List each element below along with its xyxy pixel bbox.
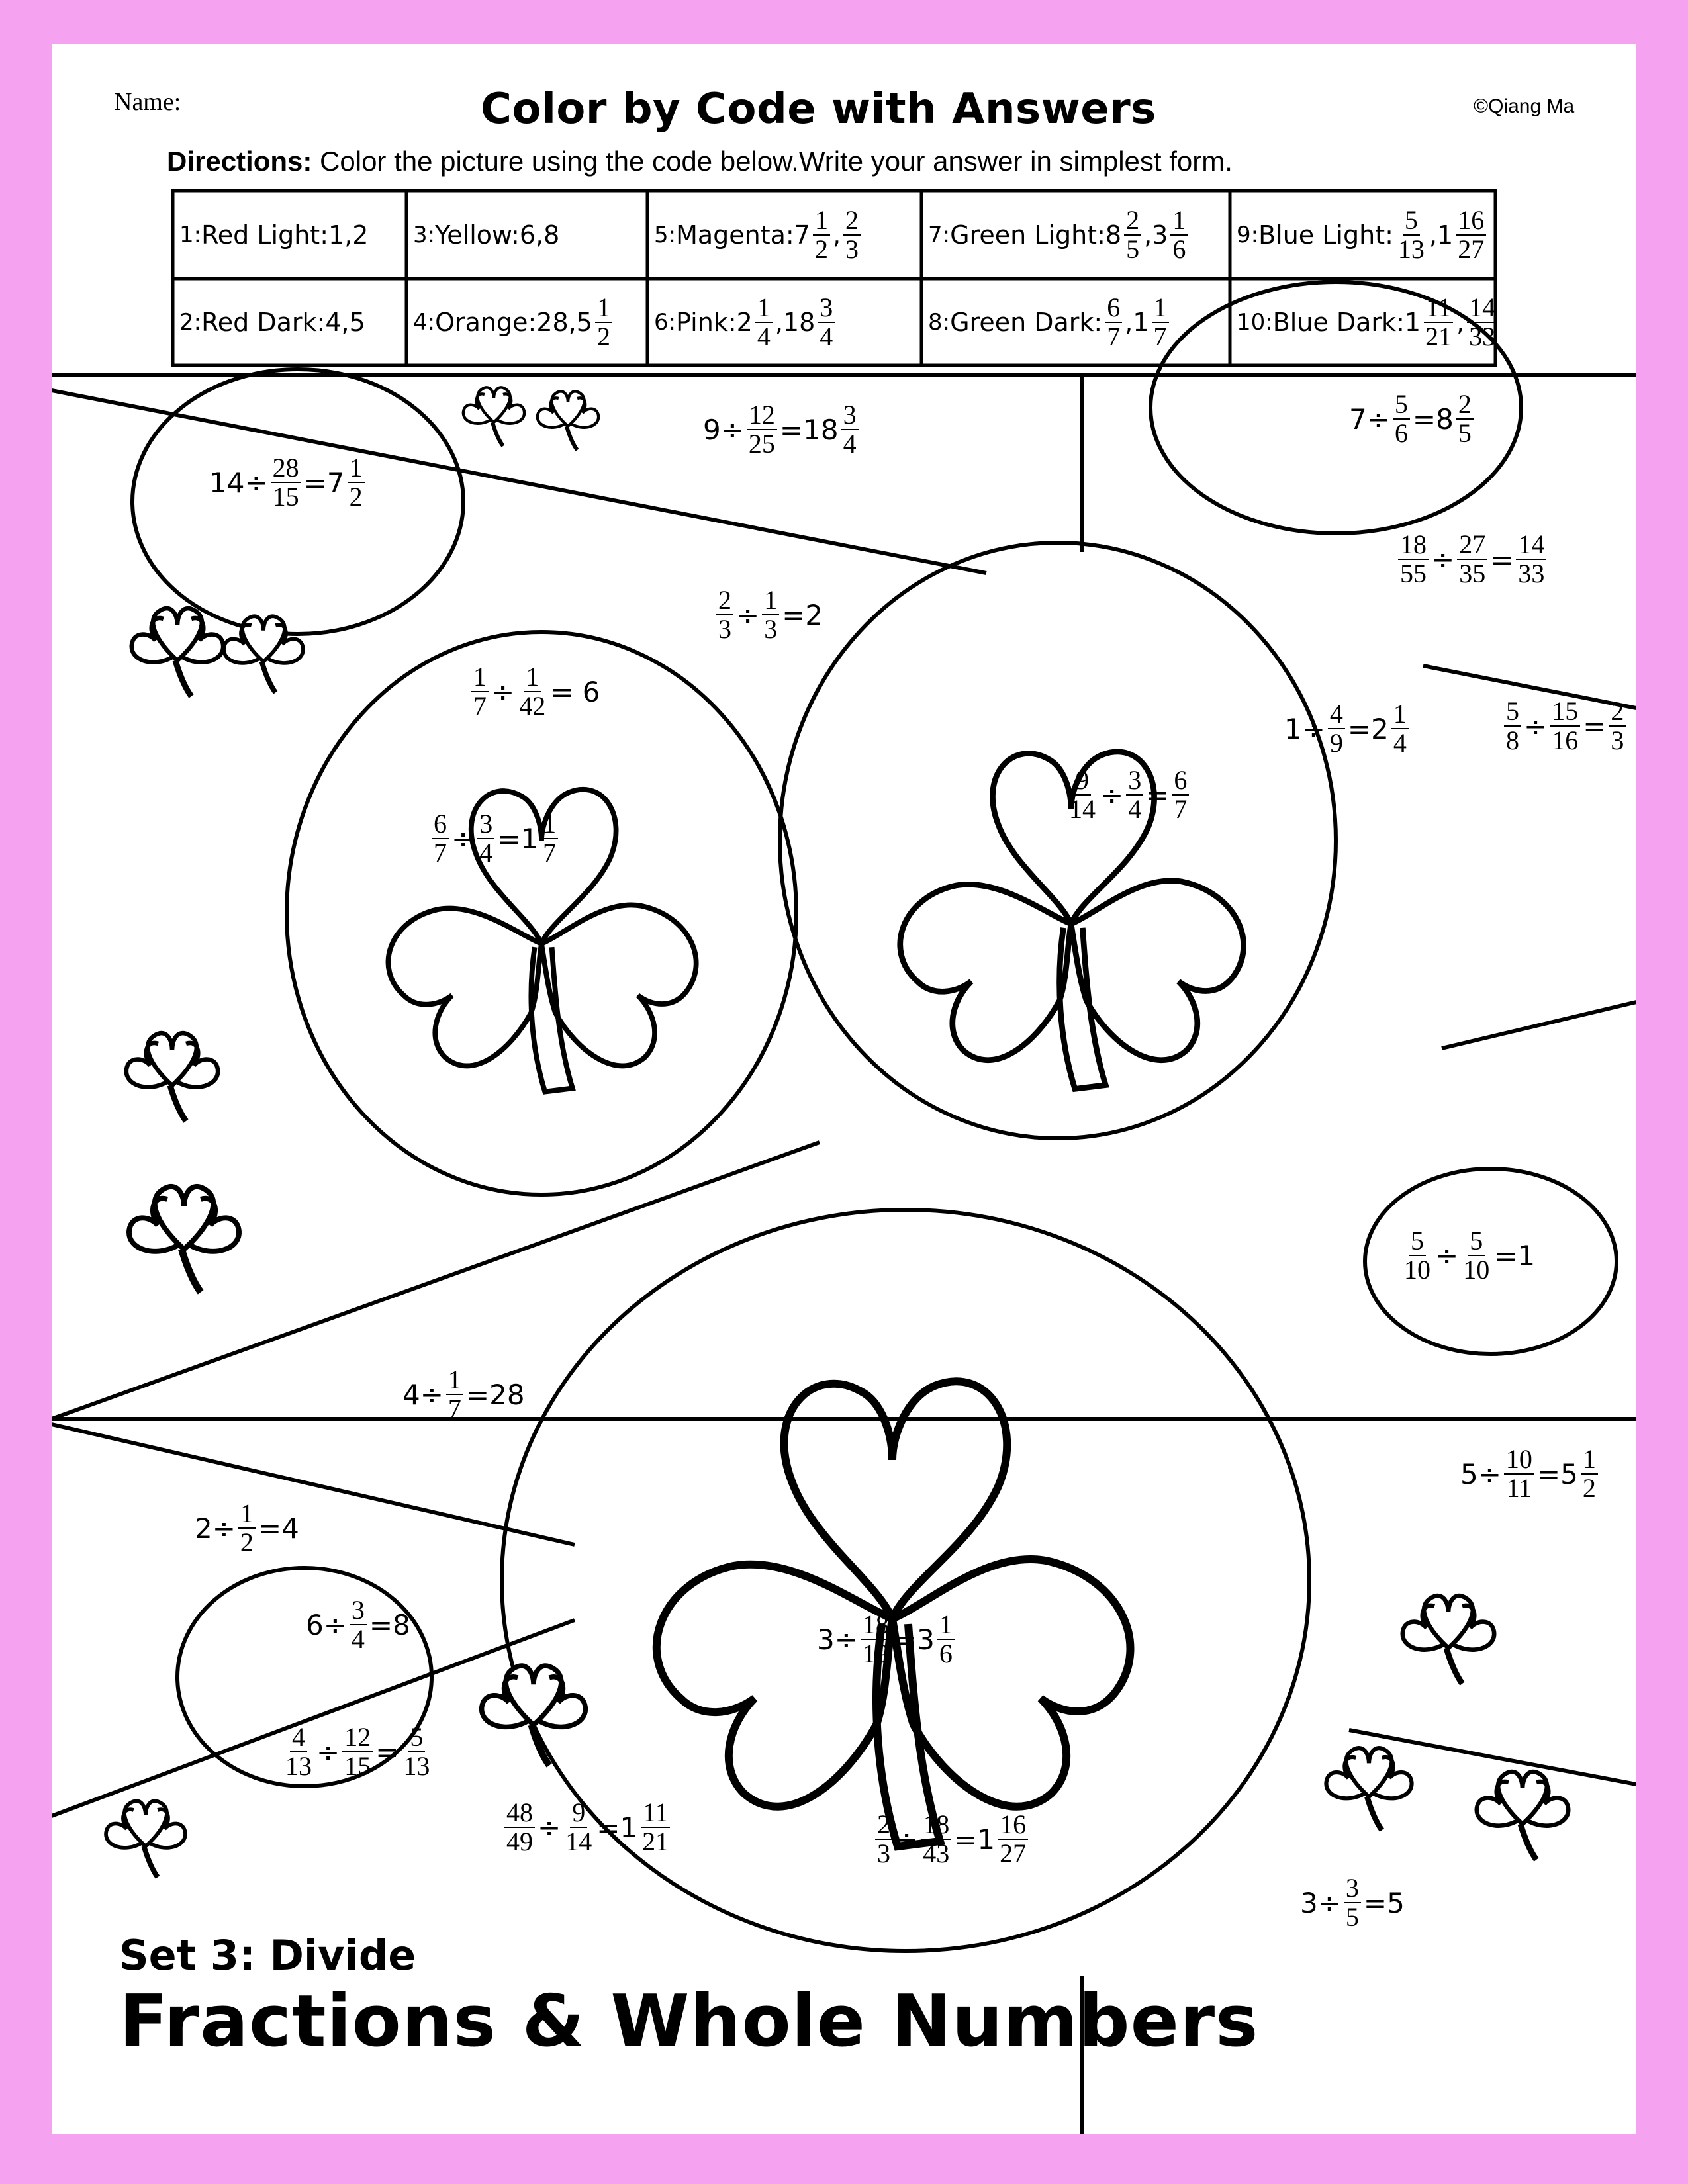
numerator: 5 [1504, 698, 1521, 727]
fraction [762, 586, 779, 643]
expression-text: =3 [893, 1623, 935, 1656]
denominator: 4 [843, 429, 857, 459]
numerator: 1 [1581, 1445, 1598, 1475]
denominator: 5 [1458, 418, 1472, 448]
numerator: 6 [1105, 294, 1122, 323]
numerator: 11 [641, 1799, 671, 1828]
denominator: 4 [820, 321, 833, 351]
code-color-label: Green Dark: [950, 307, 1103, 337]
denominator: 2 [1582, 1473, 1596, 1503]
expression-text: =2 [1347, 712, 1389, 745]
denominator: 3 [877, 1839, 890, 1868]
math-problem [1395, 531, 1549, 588]
denominator: 5 [1126, 234, 1140, 264]
directions [167, 146, 1233, 177]
page-title: Color by Code with Answers [481, 85, 1156, 134]
denominator: 14 [1069, 794, 1096, 824]
directions-text: Color the picture using the code below.Write your answer in simplest form. [312, 146, 1233, 177]
expression-text: ÷ [736, 598, 760, 631]
fraction [517, 663, 547, 720]
denominator: 13 [403, 1751, 430, 1781]
numerator: 1 [541, 810, 558, 839]
mixed-number [577, 294, 615, 351]
set-title: Set 3: Divide [119, 1931, 416, 1979]
color-code-3 [406, 191, 647, 279]
fraction [755, 294, 773, 351]
fraction [640, 1799, 671, 1856]
denominator: 7 [473, 691, 487, 721]
fraction [595, 294, 612, 351]
numerator: 3 [1344, 1874, 1361, 1903]
expression-text: =7 [303, 466, 345, 499]
numerator: 2 [843, 206, 861, 236]
expression-text: 9÷ [703, 413, 744, 446]
denominator: 6 [1394, 418, 1408, 448]
numerator: 11 [1424, 294, 1454, 323]
whole-part: 2 [736, 307, 753, 337]
expression-text: ÷ [1524, 709, 1548, 743]
denominator: 21 [1425, 321, 1452, 351]
denominator: 3 [718, 614, 731, 644]
expression-text: 1÷ [1284, 712, 1325, 745]
denominator: 6 [1172, 234, 1186, 264]
color-code-5 [647, 191, 921, 279]
fraction [1402, 1227, 1432, 1284]
fraction [350, 1596, 367, 1653]
fraction [446, 1366, 463, 1423]
code-color-label: Magenta: [676, 220, 794, 250]
denominator: 16 [1552, 725, 1579, 755]
denominator: 7 [1174, 794, 1188, 824]
numerator: 1 [1170, 206, 1188, 236]
numerator: 9 [570, 1799, 587, 1828]
directions-label: Directions: [167, 146, 312, 177]
numerator: 1 [238, 1500, 256, 1529]
expression-text: =8 [369, 1608, 410, 1641]
math-problem [1399, 1227, 1535, 1284]
expression-text: ÷ [1435, 1239, 1459, 1272]
denominator: 11 [1506, 1473, 1532, 1503]
code-number: 3: [413, 221, 436, 248]
whole-part: 3 [1152, 220, 1168, 250]
numerator: 12 [747, 401, 777, 430]
denominator: 3 [1611, 725, 1624, 755]
copyright: ©Qiang Ma [1474, 95, 1575, 117]
numerator: 9 [1074, 766, 1091, 796]
numerator: 6 [432, 810, 449, 839]
numerator: 1 [937, 1611, 955, 1640]
fraction [937, 1611, 955, 1668]
expression-text: =1 [1494, 1239, 1536, 1272]
numerator: 48 [504, 1799, 535, 1828]
fraction [1396, 206, 1427, 263]
denominator: 6 [939, 1639, 953, 1668]
fraction [1457, 531, 1487, 588]
numerator: 10 [1504, 1445, 1534, 1475]
denominator: 55 [1400, 559, 1427, 588]
mixed-number [783, 294, 837, 351]
expression-text: =2 [782, 598, 823, 631]
denominator: 8 [1506, 725, 1519, 755]
code-number: 4: [413, 308, 436, 336]
numerator: 3 [477, 810, 494, 839]
whole-part: 1 [1133, 307, 1149, 337]
fraction [716, 586, 733, 643]
fraction [271, 454, 301, 511]
expression-text: =5 [1536, 1457, 1578, 1490]
code-color-label: Red Dark: [201, 307, 326, 337]
numerator: 4 [1328, 700, 1345, 729]
fraction [1504, 1445, 1534, 1502]
numerator: 1 [762, 586, 779, 615]
expression-text: = [1583, 709, 1607, 743]
worksheet-page [52, 44, 1636, 2134]
denominator: 43 [923, 1839, 950, 1868]
expression-text: = 6 [550, 675, 600, 708]
numerator: 6 [1172, 766, 1189, 796]
expression-text: =1 [596, 1811, 638, 1844]
denominator: 42 [519, 691, 546, 721]
expression-text: 3÷ [817, 1623, 858, 1656]
math-problem [872, 1811, 1031, 1868]
worksheet-topic-title: Fractions & Whole Numbers [119, 1980, 1259, 2063]
denominator: 15 [344, 1751, 371, 1781]
math-problem [1501, 698, 1628, 754]
fraction [1152, 294, 1169, 351]
numerator: 5 [1403, 206, 1420, 236]
denominator: 33 [1469, 321, 1496, 351]
code-color-label: Orange: [435, 307, 537, 337]
expression-text: 1,2 [328, 220, 369, 250]
mixed-number [1133, 294, 1171, 351]
numerator: 2 [875, 1811, 892, 1840]
fraction [1398, 531, 1429, 588]
numerator: 16 [1456, 206, 1486, 236]
numerator: 2 [1609, 698, 1626, 727]
numerator: 3 [841, 401, 859, 430]
color-code-4 [406, 279, 647, 365]
whole-part: 5 [576, 307, 592, 337]
fraction [283, 1723, 314, 1780]
denominator: 7 [447, 1394, 461, 1424]
fraction [504, 1799, 535, 1856]
numerator: 3 [818, 294, 835, 323]
denominator: 2 [814, 234, 828, 264]
mixed-number [794, 206, 833, 263]
separator: , [1125, 307, 1133, 337]
code-number: 9: [1237, 221, 1259, 248]
code-number: 10: [1237, 308, 1273, 336]
whole-part: 1 [1437, 220, 1454, 250]
expression-text: ÷ [451, 822, 475, 855]
fraction [1391, 700, 1409, 757]
code-color-label: Pink: [676, 307, 737, 337]
fraction [1550, 698, 1580, 754]
fraction [342, 1723, 373, 1780]
code-number: 7: [928, 221, 951, 248]
denominator: 13 [285, 1751, 312, 1781]
separator: , [774, 307, 783, 337]
expression-text: 14÷ [209, 466, 268, 499]
fraction [1126, 766, 1143, 823]
fraction [747, 401, 777, 458]
numerator: 18 [921, 1811, 951, 1840]
denominator: 27 [1000, 1839, 1027, 1868]
denominator: 25 [748, 429, 775, 459]
code-number: 2: [179, 308, 202, 336]
numerator: 5 [1409, 1227, 1426, 1256]
denominator: 2 [596, 321, 610, 351]
mixed-number [1405, 294, 1456, 351]
math-problem [306, 1596, 410, 1653]
expression-text: 4,5 [325, 307, 365, 337]
math-problem [817, 1611, 957, 1668]
color-code-9 [1230, 191, 1495, 279]
denominator: 27 [1458, 234, 1485, 264]
math-problem [1349, 390, 1476, 447]
fraction [471, 663, 489, 720]
expression-text: 6÷ [306, 1608, 347, 1641]
fraction [1516, 531, 1546, 588]
denominator: 4 [757, 321, 771, 351]
denominator: 15 [272, 482, 299, 512]
fraction [1105, 294, 1122, 351]
numerator: 14 [1467, 294, 1497, 323]
code-color-label: Red Light: [201, 220, 329, 250]
numerator: 1 [524, 663, 541, 692]
expression-text: 2÷ [195, 1512, 236, 1545]
numerator: 28 [271, 454, 301, 483]
fraction [477, 810, 494, 867]
denominator: 13 [1397, 234, 1425, 264]
denominator: 14 [565, 1827, 592, 1856]
denominator: 4 [351, 1624, 365, 1654]
math-problem [1460, 1445, 1601, 1502]
code-number: 8: [928, 308, 951, 336]
expression-text: =18 [779, 413, 839, 446]
expression-text: =8 [1412, 402, 1454, 435]
numerator: 18 [861, 1611, 891, 1640]
numerator: 3 [1126, 766, 1143, 796]
code-color-label: Yellow: [435, 220, 520, 250]
denominator: 10 [1463, 1255, 1490, 1285]
numerator: 15 [1550, 698, 1580, 727]
denominator: 7 [543, 838, 557, 868]
fraction [998, 1811, 1028, 1868]
math-problem [502, 1799, 673, 1856]
math-problem [195, 1500, 299, 1557]
fraction [432, 810, 449, 867]
numerator: 12 [342, 1723, 373, 1752]
fraction [1581, 1445, 1598, 1502]
numerator: 5 [408, 1723, 425, 1752]
color-code-2 [173, 279, 406, 365]
expression-text: ÷ [538, 1811, 561, 1844]
mixed-number [1105, 206, 1144, 263]
fraction [861, 1611, 891, 1668]
fraction [1124, 206, 1141, 263]
fraction [843, 206, 861, 263]
denominator: 21 [642, 1827, 669, 1856]
fraction [875, 1811, 892, 1868]
code-color-label: Green Light: [950, 220, 1105, 250]
fraction [841, 401, 859, 458]
math-problem [714, 586, 823, 643]
fraction [401, 1723, 432, 1780]
math-problem [1064, 766, 1192, 823]
expression-text: = [1490, 543, 1514, 576]
denominator: 19 [862, 1639, 889, 1668]
denominator: 3 [845, 234, 859, 264]
fraction [818, 294, 835, 351]
expression-text: = [375, 1735, 399, 1768]
fraction [1344, 1874, 1361, 1931]
denominator: 4 [1393, 728, 1407, 758]
denominator: 33 [1518, 559, 1545, 588]
fraction [1170, 206, 1188, 263]
expression-text: 7÷ [1349, 402, 1390, 435]
expression-text: =28 [465, 1378, 525, 1411]
numerator: 2 [1456, 390, 1474, 420]
math-problem [429, 810, 561, 867]
fraction [1067, 766, 1098, 823]
numerator: 4 [290, 1723, 307, 1752]
color-code-10 [1230, 279, 1495, 365]
numerator: 27 [1457, 531, 1487, 560]
math-problem [281, 1723, 434, 1780]
code-number: 6: [654, 308, 677, 336]
denominator: 2 [349, 482, 363, 512]
denominator: 4 [1128, 794, 1142, 824]
expression-text: ÷ [316, 1735, 340, 1768]
denominator: 7 [434, 838, 447, 868]
math-problem [209, 454, 367, 511]
fraction [1504, 698, 1521, 754]
numerator: 16 [998, 1811, 1028, 1840]
numerator: 5 [1468, 1227, 1485, 1256]
fraction [563, 1799, 594, 1856]
mixed-number [1152, 206, 1190, 263]
color-code-7 [921, 191, 1230, 279]
numerator: 18 [1398, 531, 1429, 560]
numerator: 1 [813, 206, 830, 236]
fraction [1456, 206, 1486, 263]
expression-text: =1 [497, 822, 539, 855]
whole-part: 1 [1404, 307, 1421, 337]
numerator: 14 [1516, 531, 1546, 560]
numerator: 1 [755, 294, 773, 323]
expression-text: ÷ [1100, 778, 1124, 811]
code-number: 1: [179, 221, 202, 248]
numerator: 5 [1393, 390, 1410, 420]
fraction [1467, 294, 1497, 351]
fraction [1461, 1227, 1491, 1284]
expression-text: 28, [536, 307, 577, 337]
code-number: 5: [654, 221, 677, 248]
mixed-number [1437, 206, 1489, 263]
math-problem [1300, 1874, 1405, 1931]
fraction [813, 206, 830, 263]
fraction [1172, 766, 1189, 823]
denominator: 35 [1459, 559, 1486, 588]
numerator: 1 [348, 454, 365, 483]
denominator: 7 [1153, 321, 1167, 351]
denominator: 3 [764, 614, 778, 644]
expression-text: =1 [954, 1823, 996, 1856]
color-code-1 [173, 191, 406, 279]
fraction [1328, 700, 1345, 757]
fraction [541, 810, 558, 867]
whole-part: 18 [782, 307, 816, 337]
expression-text: 6,8 [519, 220, 560, 250]
whole-part: 7 [794, 220, 810, 250]
expression-text: ÷ [1431, 543, 1455, 576]
separator: , [832, 220, 841, 250]
fraction [348, 454, 365, 511]
fraction [1456, 390, 1474, 447]
code-color-label: Blue Dark: [1272, 307, 1405, 337]
math-problem [703, 401, 861, 458]
numerator: 1 [446, 1366, 463, 1395]
denominator: 2 [240, 1527, 254, 1557]
color-code-8 [921, 279, 1230, 365]
expression-text: 3÷ [1300, 1886, 1341, 1919]
code-color-label: Blue Light: [1258, 220, 1393, 250]
mixed-number [737, 294, 775, 351]
denominator: 10 [1404, 1255, 1430, 1285]
numerator: 1 [595, 294, 612, 323]
separator: , [1144, 220, 1152, 250]
denominator: 9 [1329, 728, 1343, 758]
expression-text: 5÷ [1460, 1457, 1501, 1490]
separator: , [1429, 220, 1437, 250]
fraction [238, 1500, 256, 1557]
numerator: 1 [1391, 700, 1409, 729]
fraction [1423, 294, 1454, 351]
color-code-6 [647, 279, 921, 365]
denominator: 7 [1107, 321, 1121, 351]
numerator: 2 [1124, 206, 1141, 236]
separator: , [1456, 307, 1465, 337]
fraction [1393, 390, 1410, 447]
expression-text: = [1146, 778, 1170, 811]
math-problem [1284, 700, 1411, 757]
fraction [1609, 698, 1626, 754]
denominator: 4 [479, 838, 493, 868]
expression-text: ÷ [491, 675, 515, 708]
expression-text: =4 [258, 1512, 299, 1545]
expression-text: =5 [1363, 1886, 1405, 1919]
numerator: 2 [716, 586, 733, 615]
whole-part: 8 [1105, 220, 1122, 250]
math-problem [469, 663, 600, 720]
name-label: Name: [114, 88, 181, 116]
expression-text: ÷ [895, 1823, 919, 1856]
numerator: 1 [471, 663, 489, 692]
expression-text: 4÷ [402, 1378, 444, 1411]
numerator: 3 [350, 1596, 367, 1625]
denominator: 5 [1345, 1902, 1359, 1932]
math-problem [402, 1366, 525, 1423]
numerator: 1 [1152, 294, 1169, 323]
denominator: 49 [506, 1827, 533, 1856]
fraction [921, 1811, 951, 1868]
